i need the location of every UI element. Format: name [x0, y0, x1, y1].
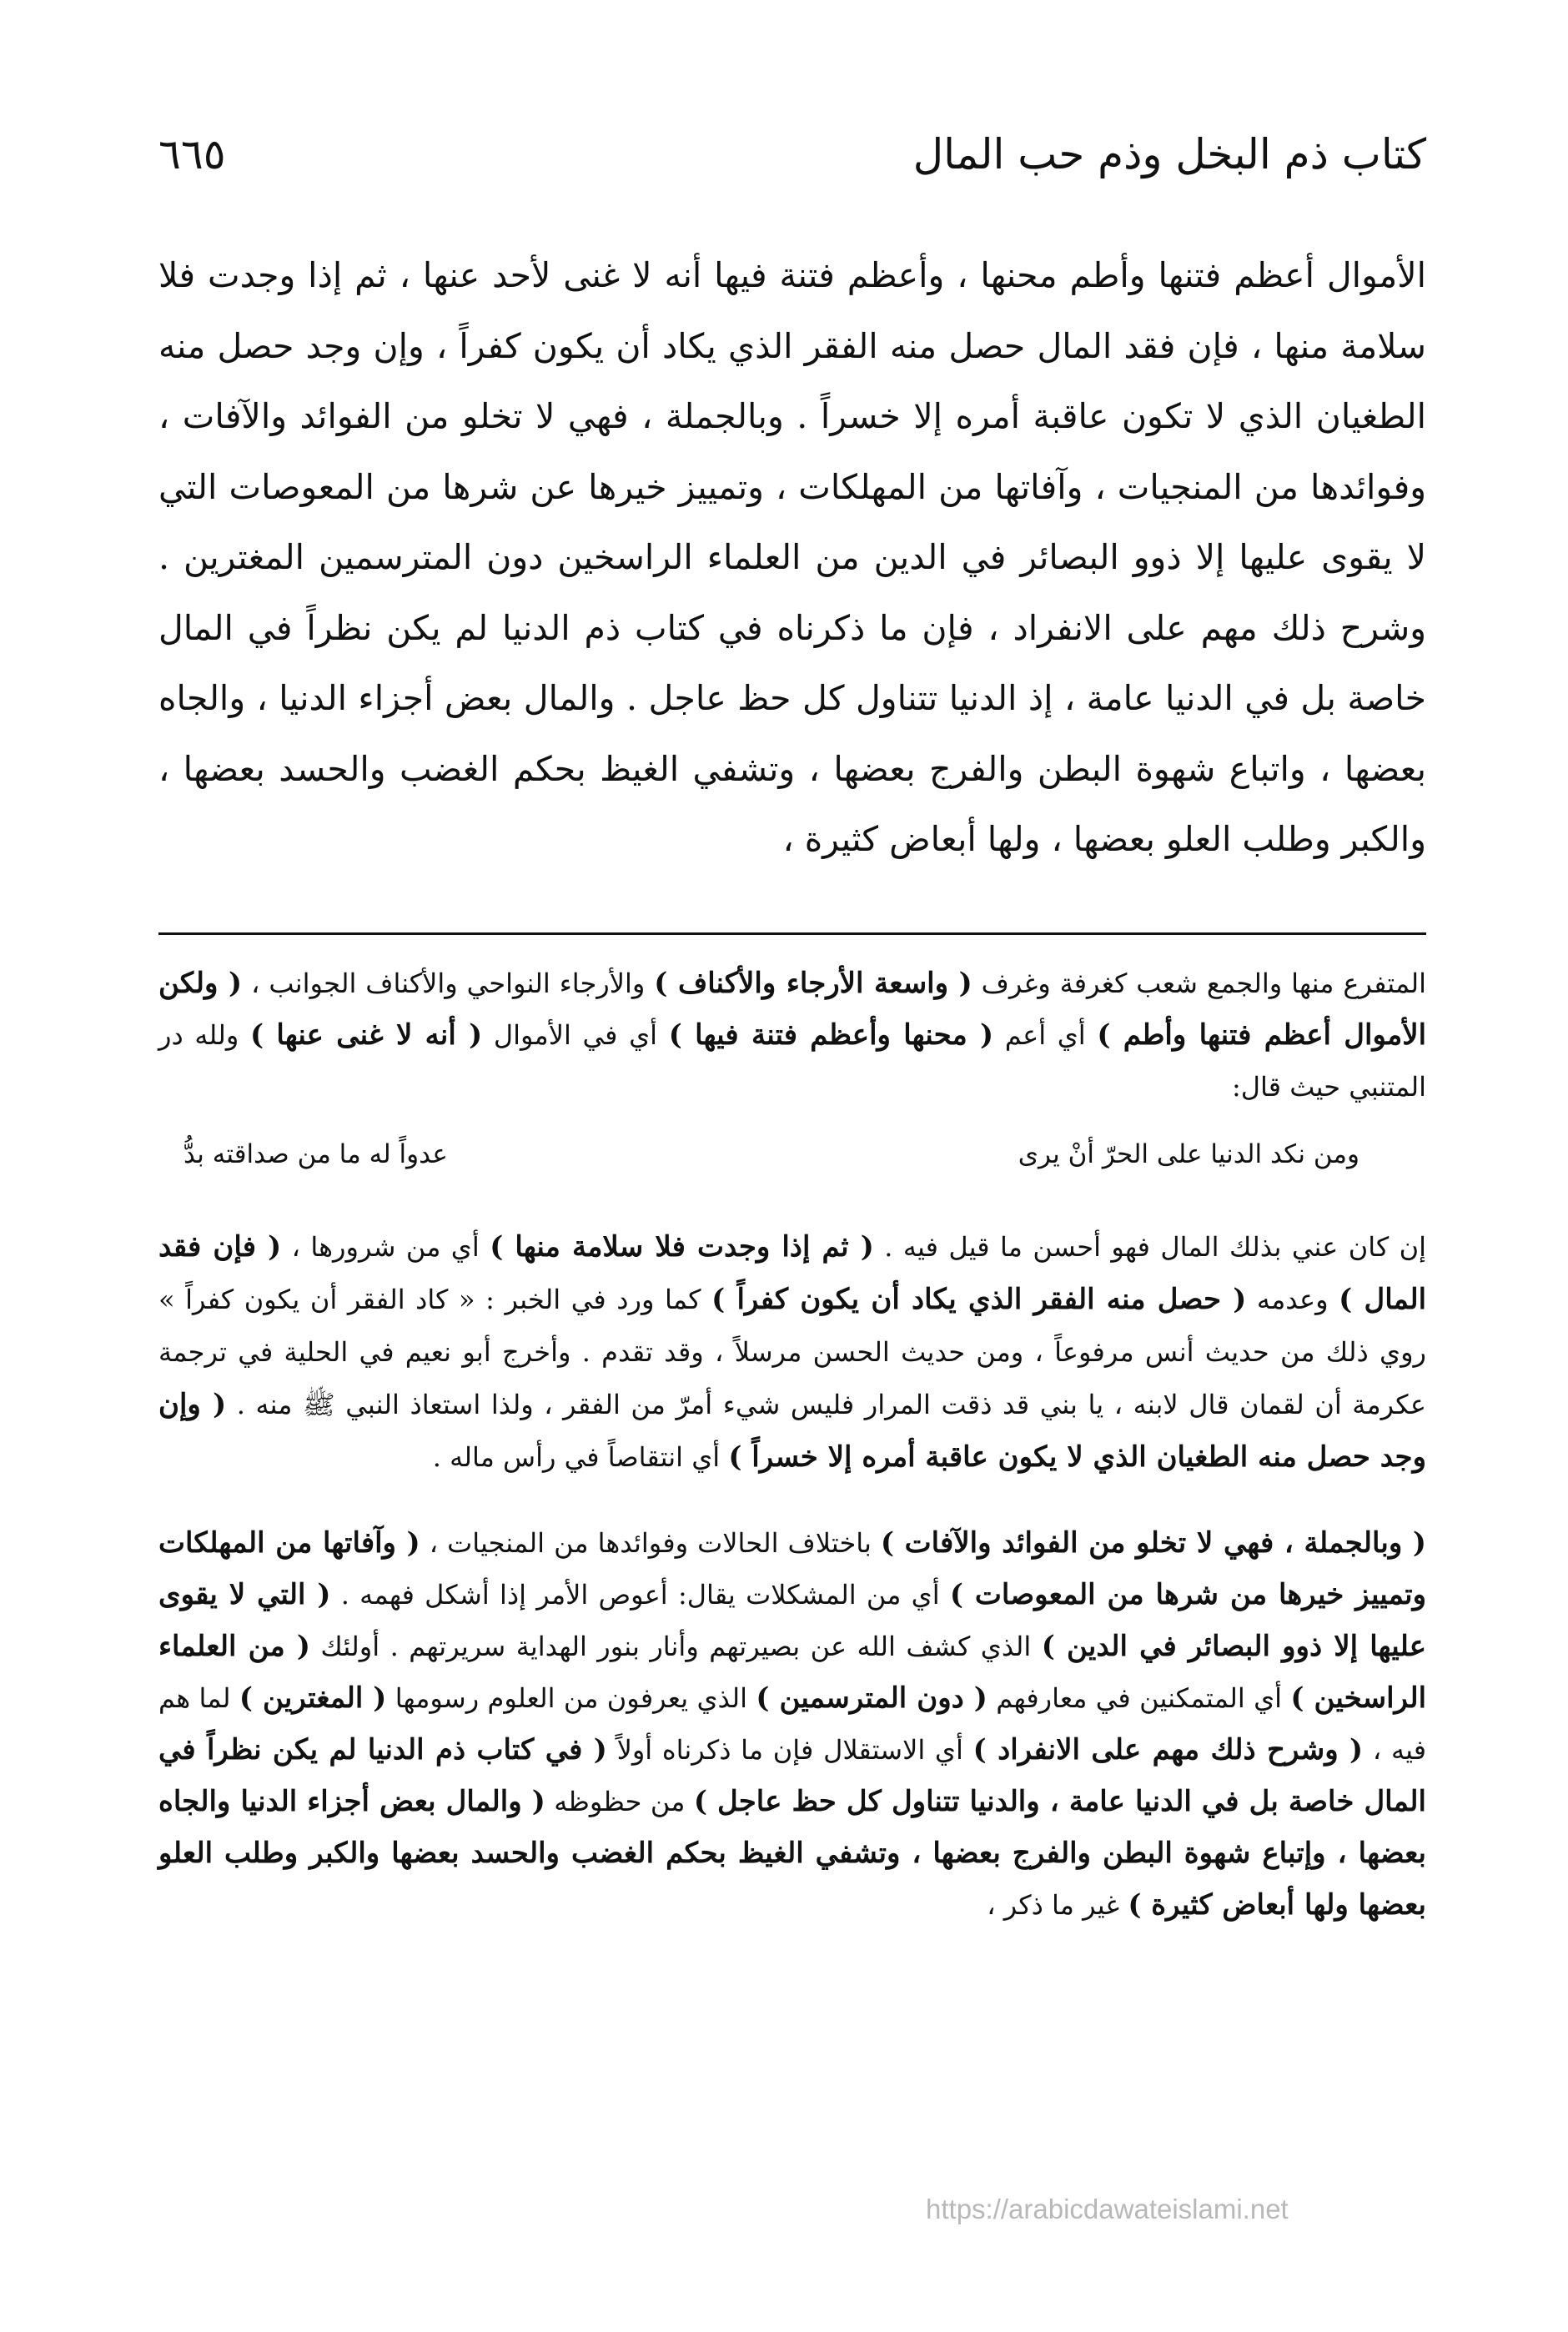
poetry-verse [158, 1113, 1426, 1196]
commentary-text: غير ما ذكر ، [987, 1889, 1120, 1921]
commentary-text: المتفرع منها والجمع شعب كغرفة وغرف [981, 967, 1427, 999]
commentary-text: أي انتقاصاً في رأس ماله . [432, 1441, 721, 1473]
commentary-text: أي في الأموال [493, 1019, 658, 1051]
main-text: الأموال أعظم فتنها وأطم محنها ، وأعظم فتنة فيها أنه لا غنى لأحد عنها ، ثم إذا وجدت فلا سلامة منها ، فإن فقد المال حصل منه الفقر الذي يكاد أن يكون كفراً ، وإن وجد حصل منه الطغيان الذي لا تكون عاقبة أمره إلا خسراً . وبالجملة ، فهي لا تخلو من الفوائد والآفات ، وفوائدها من المنجيات ، وآفاتها من المهلكات ، وتمييز خيرها عن شرها من المعوصات التي لا يقوى عليها إلا ذوو البصائر في الدين من العلماء الراسخين دون المترسمين المغترين . وشرح ذلك مهم على الانفراد ، فإن ما ذكرناه في كتاب ذم الدنيا لم يكن نظراً في المال خاصة بل في الدنيا عامة ، إذ الدنيا تتناول كل حظ عاجل . والمال بعض أجزاء الدنيا ، والجاه بعضها ، واتباع شهوة البطن والفرج بعضها ، وتشفي الغيظ بحكم الغضب والحسد بعضها ، والكبر وطلب العلو بعضها ، ولها أبعاض كثيرة ، [158, 255, 1426, 859]
commentary [158, 957, 1426, 1931]
commentary-paragraph-2 [158, 1221, 1426, 1484]
commentary-text: الذي يعرفون من العلوم رسومها [395, 1682, 747, 1714]
commentary-text: والأرجاء النواحي والأكناف الجوانب ، [251, 967, 646, 999]
commentary-text: أي من شرورها ، [291, 1231, 480, 1263]
commentary-text: إن كان عني بذلك المال فهو أحسن ما قيل فيه . [884, 1231, 1427, 1263]
quoted-matn: ( في كتاب ذم الدنيا لم يكن نظراً في المال خاصة بل في الدنيا عامة ، والدنيا تتناول كل حظ عاجل ) [158, 1733, 1426, 1818]
running-title: كتاب ذم البخل وذم حب المال [912, 130, 1426, 178]
quoted-matn: ( ولكن الأموال أعظم فتنها وأطم ) [158, 967, 1427, 1052]
quoted-matn: ( فإن فقد المال ) [158, 1230, 1427, 1316]
quoted-matn: ( والمال بعض أجزاء الدنيا والجاه بعضها ، وإتباع شهوة البطن والفرج بعضها ، وتشفي الغيظ بحكم الغضب والحسد بعضها والكبر وطلب العلو بعضها ولها أبعاض كثيرة ) [158, 1785, 1426, 1922]
commentary-text: الذي كشف الله عن بصيرتهم وأنار بنور الهداية سريرتهم . أولئك [320, 1631, 1032, 1662]
quoted-matn: ( وإن وجد حصل منه الطغيان الذي لا يكون عاقبة أمره إلا خسراً ) [158, 1388, 1426, 1474]
quoted-matn: ( ثم إذا وجدت فلا سلامة منها ) [490, 1230, 874, 1264]
commentary-text: كما ورد في الخبر : « كاد الفقر أن يكون كفراً » روي ذلك من حديث أنس مرفوعاً ، ومن حديث الحسن مرسلاً ، وقد تقدم . وأخرج أبو نعيم في الحلية في ترجمة عكرمة أن لقمان قال لابنه ، يا بني قد ذقت المرار فليس شيء أمرّ من الفقر ، ولذا استعاذ النبي ﷺ منه . [158, 1284, 1427, 1420]
commentary-text: لما هم فيه ، [158, 1682, 1427, 1766]
page-number: ٦٦٥ [158, 130, 226, 178]
quoted-matn: ( دون المترسمين ) [756, 1681, 988, 1715]
commentary-text: من حظوظه [554, 1786, 686, 1817]
commentary-text: باختلاف الحالات وفوائدها من المنجيات ، [429, 1527, 872, 1559]
quoted-matn: ( التي لا يقوى عليها إلا ذوو البصائر في الدين ) [158, 1578, 1427, 1663]
commentary-text: ولله در المتنبي حيث قال: [158, 1019, 1426, 1103]
commentary-text: أي المتمكنين في معارفهم [996, 1682, 1283, 1714]
commentary-text: أي الاستقلال فإن ما ذكرناه أولاً [616, 1734, 963, 1766]
quoted-matn: ( واسعة الأرجاء والأكناف ) [654, 967, 972, 1000]
page-header [158, 125, 1426, 183]
commentary-paragraph-3 [158, 1517, 1426, 1931]
verse-first-hemistich: ومن نكد الدنيا على الحرّ أنْ يرى [1018, 1139, 1359, 1169]
commentary-text: وعدمه [1256, 1284, 1329, 1315]
quoted-matn: ( محنها وأعظم فتنة فيها ) [668, 1018, 994, 1052]
commentary-paragraph-1 [158, 957, 1426, 1113]
quoted-matn: ( وآفاتها من المهلكات وتمييز خيرها من شرها من المعوصات ) [158, 1526, 1427, 1611]
quoted-matn: ( وبالجملة ، فهي لا تخلو من الفوائد والآفات ) [880, 1526, 1427, 1560]
footnote-divider [158, 932, 1426, 935]
quoted-matn: ( أنه لا غنى عنها ) [249, 1018, 483, 1052]
quoted-matn: ( المغترين ) [239, 1681, 387, 1715]
quoted-matn: ( من العلماء الراسخين ) [158, 1630, 1427, 1715]
quoted-matn: ( حصل منه الفقر الذي يكاد أن يكون كفراً ) [711, 1283, 1247, 1316]
commentary-text: أي من المشكلات يقال: أعوص الأمر إذا أشكل فهمه . [340, 1579, 940, 1611]
website-watermark: https://arabicdawateislami.net [926, 2194, 1289, 2224]
commentary-text: أي أعم [1004, 1019, 1086, 1051]
quoted-matn: ( وشرح ذلك مهم على الانفراد ) [972, 1733, 1364, 1767]
verse-second-hemistich: عدواً له ما من صداقته بدُّ [183, 1139, 448, 1169]
